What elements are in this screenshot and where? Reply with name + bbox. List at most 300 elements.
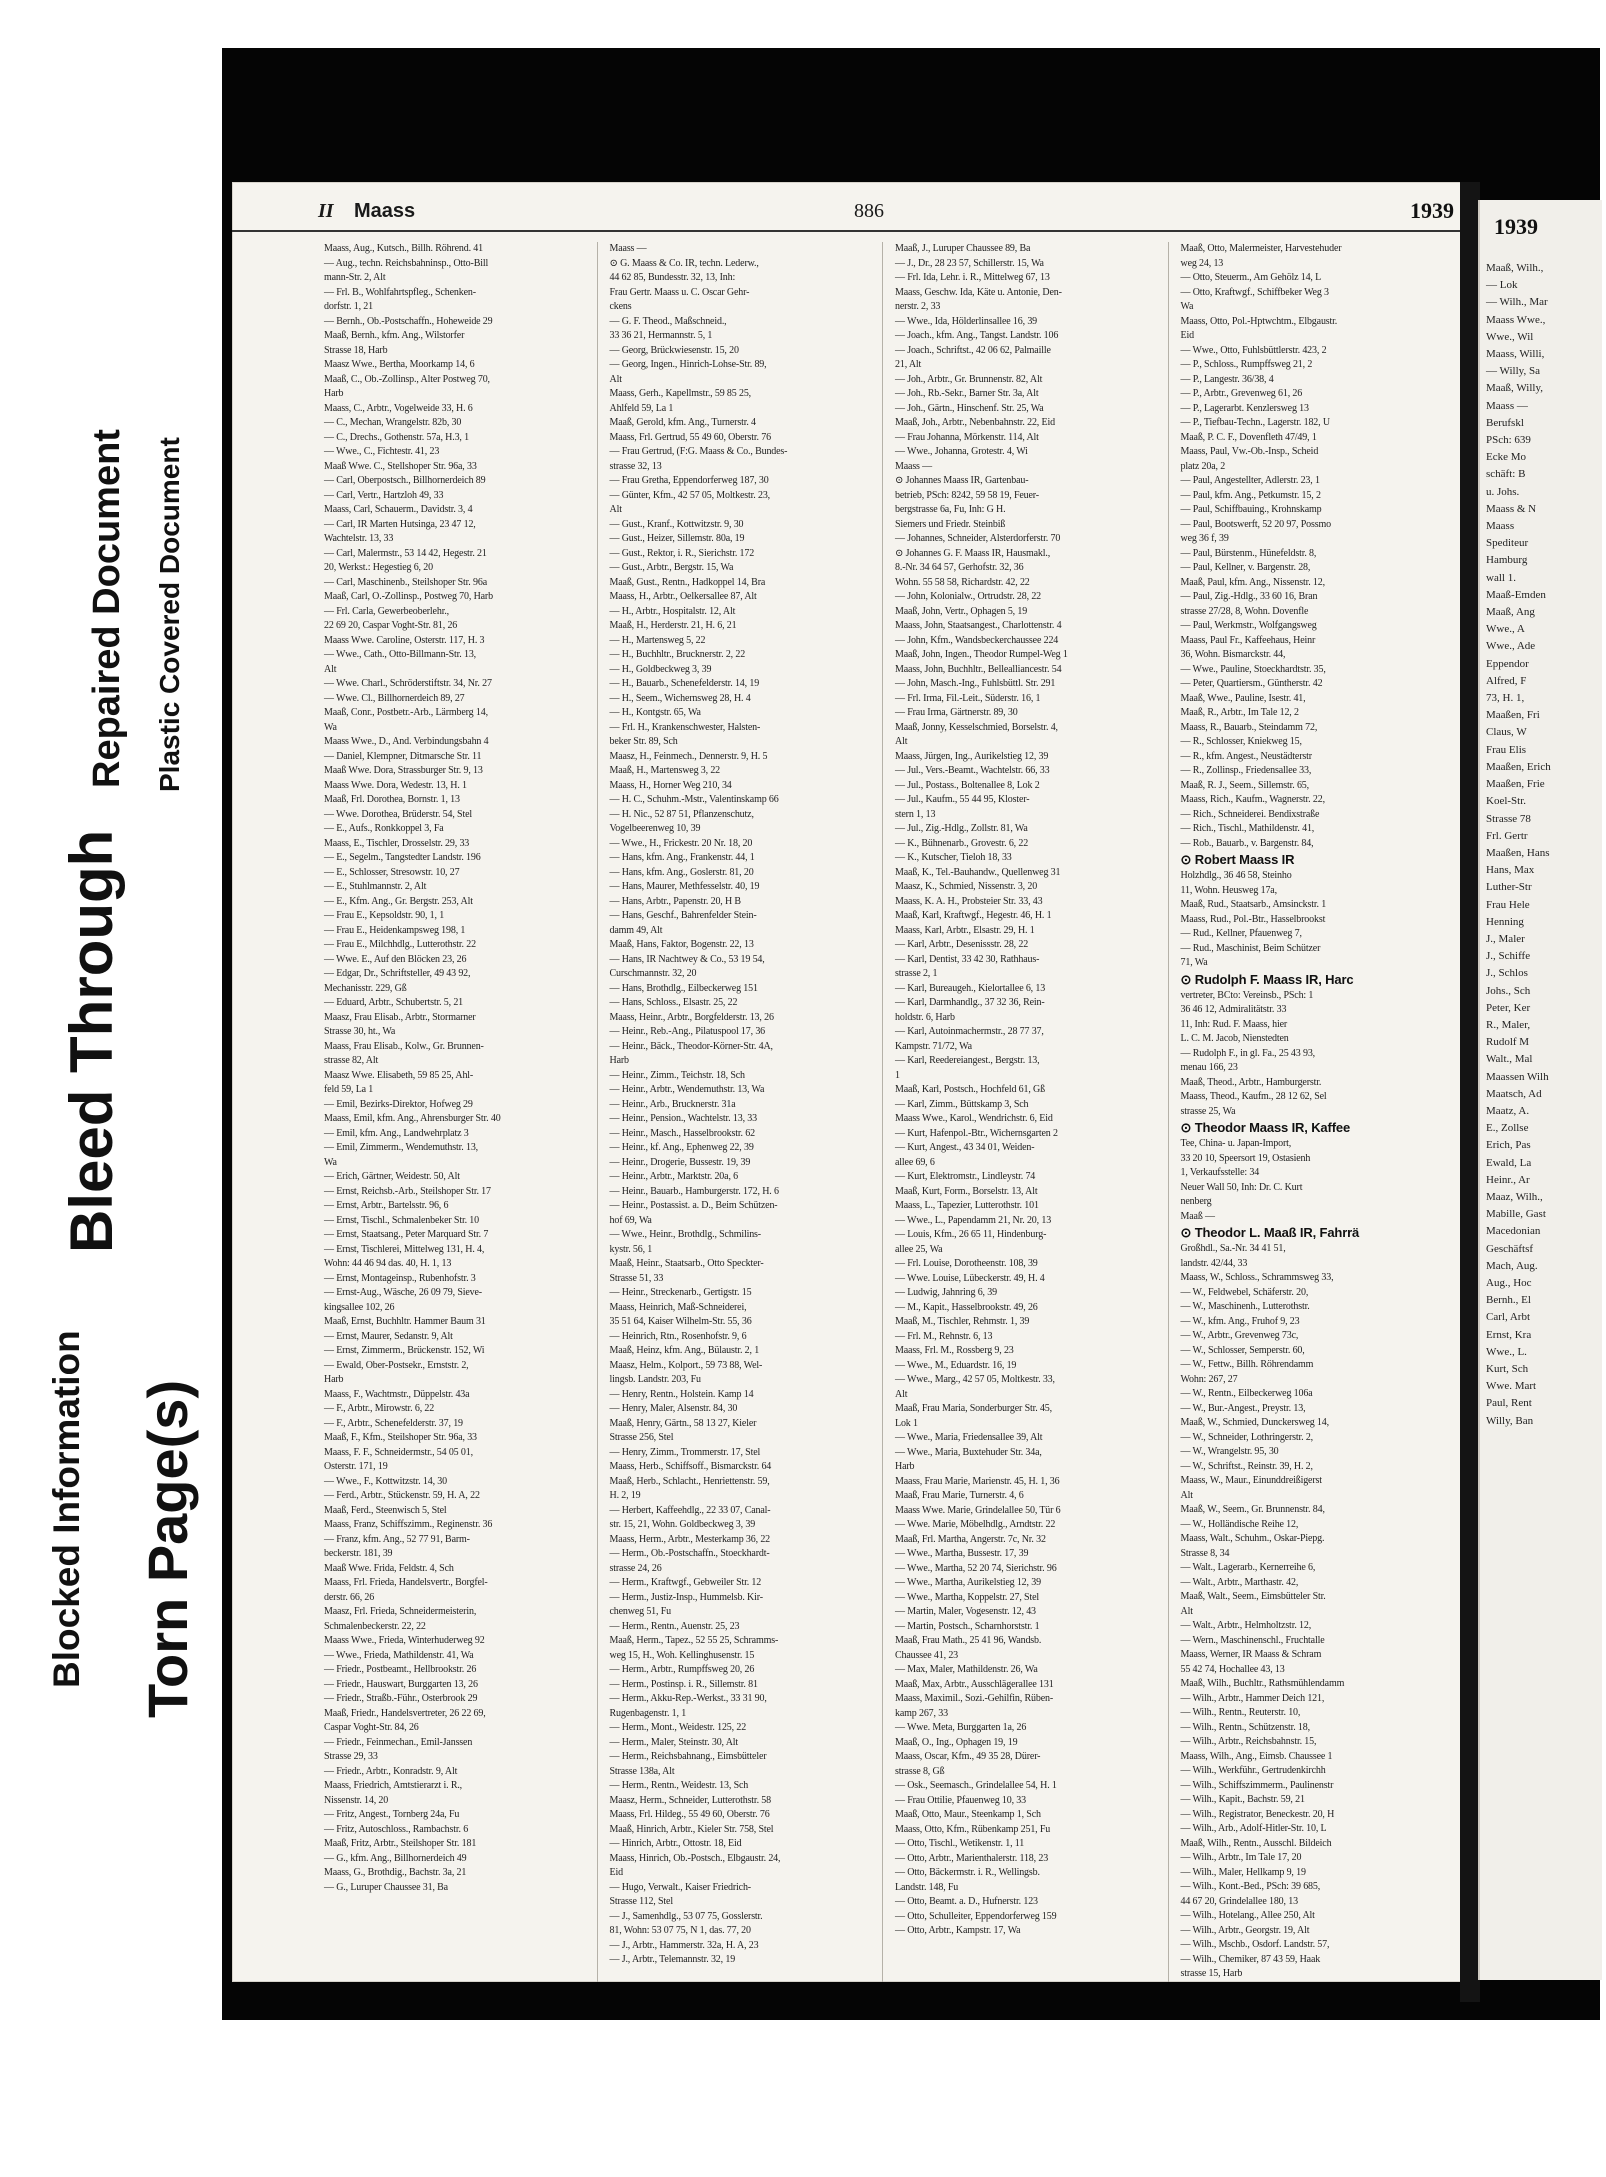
facing-page-entry: — Willy, Sa [1486,365,1540,378]
facing-page-entry: Wwe., L. [1486,1345,1527,1358]
facing-page [1478,200,1602,1980]
label-repaired-document: Repaired Document [86,429,128,788]
directory-entry: — Herm., Akku-Rep.-Werkst., 33 31 90, [609,1693,767,1704]
directory-entry: — Heinr., Masch., Hasselbrookstr. 62 [609,1127,755,1139]
directory-entry: — Wwe. Cl., Billhornerdeich 89, 27 [324,692,465,704]
directory-entry: Maaß, Conr., Postbetr.-Arb., Lärmberg 14, [324,707,488,718]
directory-entry: — Heinr., Reb.-Ang., Pilatuspool 17, 36 [609,1026,766,1037]
facing-page-entry: 73, H. 1, [1486,692,1525,705]
directory-entry: Eid [609,1867,623,1878]
directory-entry: 35 51 64, Kaiser Wilhelm-Str. 55, 36 [609,1316,752,1327]
directory-entry: hof 69, Wa [609,1214,652,1226]
directory-entry: — Karl, Dentist, 33 42 30, Rathhaus- [895,953,1040,965]
directory-entry: Maaß, F., Kfm., Steilshoper Str. 96a, 33 [324,1432,477,1443]
directory-entry: — Friedr., Arbtr., Konradstr. 9, Alt [324,1765,458,1777]
directory-entry: — Fritz, Autoschloss., Rambachstr. 6 [324,1823,469,1835]
directory-entry: — Gust., Arbtr., Bergstr. 15, Wa [609,562,734,573]
directory-entry: Curschmannstr. 32, 20 [609,968,697,979]
directory-entry: — Wwe. Louise, Lübeckerstr. 49, H. 4 [895,1272,1045,1284]
directory-entry: Maass, John, Buchhltr., Bellealliancestr. 54 [895,663,1062,675]
directory-entry: nenberg [1180,1196,1212,1207]
directory-entry: — W., Wrangelstr. 95, 30 [1180,1446,1279,1457]
directory-entry: Maaß, Max, Arbtr., Ausschlägerallee 131 [895,1678,1054,1690]
directory-entry: Maaß, Frau Maria, Sonderburger Str. 45, [895,1403,1052,1414]
directory-entry: Maass, Rud., Pol.-Btr., Hasselbrookst [1180,913,1326,925]
directory-entry: — Johannes, Schneider, Alsterdorferstr. 70 [895,533,1061,544]
directory-entry: Maass Wwe., D., And. Verbindungsbahn 4 [324,736,489,747]
directory-entry: Maass, H., Horner Weg 210, 34 [609,779,732,791]
directory-entry: Strasse 30, ht., Wa [324,1026,396,1037]
directory-entry: 20, Werkst.: Hegestieg 6, 20 [324,562,433,573]
directory-entry: Strasse 256, Stel [609,1432,674,1443]
directory-entry: betrieb, PSch: 8242, 59 58 19, Feuer- [895,489,1039,501]
directory-entry: — Paul, Bootswerft, 52 20 97, Possmo [1180,518,1331,530]
directory-entry: Wa [324,1156,337,1168]
directory-entry: — Joh., Arbtr., Gr. Brunnenstr. 82, Alt [895,373,1043,385]
directory-entry: — Henry, Rentn., Holstein. Kamp 14 [609,1388,754,1400]
directory-entry: weg 15, H., Woh. Kellinghusenstr. 15 [609,1649,755,1661]
directory-entry: H. 2, 19 [609,1490,641,1501]
directory-entry: Maaß, Rud., Staatsarb., Amsinckstr. 1 [1180,899,1327,910]
directory-entry: Wachtelstr. 13, 33 [324,533,394,544]
directory-entry: ⊙ Robert Maass IR [1180,852,1295,867]
directory-entry: Maass, K. A. H., Probsteier Str. 33, 43 [895,895,1043,907]
directory-entry: 8.-Nr. 34 64 57, Gerhofstr. 32, 36 [895,562,1024,573]
directory-entry: Alt [895,736,908,747]
directory-entry: 11, Inh: Rud. F. Maass, hier [1180,1018,1288,1030]
directory-entry: — Wwe., Johanna, Grotestr. 4, Wi [895,446,1028,457]
facing-page-entry: Mach, Aug. [1486,1259,1538,1272]
directory-entry: — Wwe., C., Fichtestr. 41, 23 [324,446,440,457]
directory-entry: — Joh., Gärtn., Hinschenf. Str. 25, Wa [895,402,1044,414]
directory-entry: — Frl. Irma, Fil.-Leit., Süderstr. 16, 1 [895,692,1041,704]
facing-page-entry: Ewald, La [1486,1156,1532,1169]
directory-entry: Maass, Maximil., Sozi.-Gehilfin, Rüben- [895,1693,1054,1704]
directory-entry: 36 46 12, Admiralitätstr. 33 [1180,1004,1287,1015]
directory-entry: strasse 32, 13 [609,460,662,472]
directory-entry: Landstr. 148, Fu [895,1881,959,1893]
column-2 [610,242,884,1982]
directory-entry: Maaß, Gust., Rentn., Hadkoppel 14, Bra [609,576,766,588]
directory-entry: — W., Feldwebel, Schäferstr. 20, [1180,1286,1309,1298]
directory-entry: — Frau Gretha, Eppendorferweg 187, 30 [609,475,769,486]
directory-entry: — Frl. Louise, Dorotheenstr. 108, 39 [895,1258,1038,1269]
directory-entry: Maaß, Frau Marie, Turnerstr. 4, 6 [895,1490,1024,1501]
directory-entry: — Edgar, Dr., Schriftsteller, 49 43 92, [324,968,471,979]
facing-page-entry: Hamburg [1486,554,1528,567]
directory-entry: — Kurt, Angest., 43 34 01, Weiden- [895,1142,1035,1153]
directory-entry: — Wwe., Martha, Bussestr. 17, 39 [895,1548,1029,1559]
directory-entry: — G., Luruper Chaussee 31, Ba [324,1881,448,1893]
directory-entry: Maass Wwe. Dora, Wedestr. 13, H. 1 [324,779,467,791]
directory-entry: Maaß, Carl, O.-Zollinsp., Postweg 70, Harb [324,591,493,602]
facing-page-entry: Maassen Wilh [1486,1070,1549,1083]
directory-entry: — Wilh., Arb., Adolf-Hitler-Str. 10, L [1180,1823,1327,1834]
directory-entry: Maass, Hinrich, Ob.-Postsch., Elbgaustr. 24, [609,1852,781,1864]
directory-entry: 1, Verkaufsstelle: 34 [1180,1167,1260,1178]
directory-entry: Maaß, R. J., Seem., Sillemstr. 65, [1180,779,1310,791]
facing-page-entry: Maaßen, Erich [1486,760,1551,773]
directory-entry: — K., Bühnenarb., Grovestr. 6, 22 [895,837,1029,849]
directory-entry: — Rudolph F., in gl. Fa., 25 43 93, [1180,1047,1316,1059]
directory-entry: beker Str. 89, Sch [609,736,678,747]
directory-entry: Holzhdlg., 36 46 58, Steinho [1180,870,1292,881]
directory-entry: — Paul, kfm. Ang., Petkumstr. 15, 2 [1180,489,1321,501]
directory-entry: — Eduard, Arbtr., Schubertstr. 5, 21 [324,997,464,1008]
facing-page-entry: PSch: 639 [1486,434,1531,447]
directory-entry: — Georg, Ingen., Hinrich-Lohse-Str. 89, [609,359,767,370]
directory-entry: — Wwe., L., Papendamm 21, Nr. 20, 13 [895,1214,1052,1226]
directory-entry: Maass, Herb., Schiffsoff., Bismarckstr. 64 [609,1461,772,1472]
directory-entry: Mechanisstr. 229, Gß [324,982,407,994]
directory-entry: — Joach., kfm. Ang., Tangst. Landstr. 106 [895,330,1059,341]
directory-entry: Maass, Franz, Schiffszimm., Reginenstr. 36 [324,1519,493,1530]
directory-entry: — W., Schriftst., Reinstr. 39, H. 2, [1180,1460,1313,1472]
directory-entry: Maass, Theod., Kaufm., 28 12 62, Sel [1180,1091,1327,1102]
directory-entry: — Otto, Bäckermstr. i. R., Wellingsb. [895,1867,1040,1878]
directory-entry: — Fritz, Angest., Tornberg 24a, Fu [324,1809,460,1820]
directory-entry: — Carl, Oberpostsch., Billhornerdeich 89 [324,475,486,486]
directory-entry: strasse 24, 26 [609,1562,662,1574]
facing-page-entry: Maaß-Emden [1486,588,1546,601]
facing-page-entry: Koel-Str. [1486,795,1527,808]
directory-entry: — Heinr., Postassist. a. D., Beim Schützen- [609,1200,778,1211]
directory-entry: Strasse 138a, Alt [609,1765,675,1777]
directory-entry: strasse 2, 1 [895,968,938,979]
directory-entry: — J., Samenhdlg., 53 07 75, Gosslerstr. [609,1910,763,1922]
directory-entry: 44 62 85, Bundesstr. 32, 13, Inh: [609,272,736,283]
directory-entry: — H., Buchhltr., Brucknerstr. 2, 22 [609,649,746,660]
directory-entry: — Wwe., Pauline, Stoeckhardtstr. 35, [1180,663,1326,675]
directory-entry: Maaß Wwe. Frida, Feldstr. 4, Sch [324,1562,454,1574]
directory-entry: Alt [895,1388,908,1400]
header-page-number: 886 [854,200,884,222]
directory-entry: Maaß, W., Schmied, Dunckersweg 14, [1180,1417,1329,1428]
directory-entry: 44 67 20, Grindelallee 180, 13 [1180,1895,1298,1907]
directory-entry: — John, Kolonialw., Ortrudstr. 28, 22 [895,591,1042,602]
directory-entry: — H. Nic., 52 87 51, Pflanzenschutz, [609,808,754,820]
facing-page-entry: Ecke Mo [1486,451,1527,464]
directory-entry: Maass, G., Brothdig., Bachstr. 3a, 21 [324,1867,467,1878]
directory-entry: Maaß, H., Martensweg 3, 22 [609,765,721,776]
directory-entry: — Wilh., Registrator, Beneckestr. 20, H [1180,1808,1335,1820]
directory-entry: — Walt., Lagerarb., Kernerreihe 6, [1180,1562,1316,1573]
directory-entry: — Frau E., Heidenkampsweg 198, 1 [324,924,466,936]
directory-entry: — Paul, Angestellter, Adlerstr. 23, 1 [1180,475,1320,486]
directory-entry: Maass Wwe. Marie, Grindelallee 50, Tür 6 [895,1504,1061,1516]
directory-entry: Caspar Voght-Str. 84, 26 [324,1722,419,1733]
directory-entry: Maass, Heinr., Arbtr., Borgfelderstr. 13, 26 [609,1011,774,1023]
directory-entry: mann-Str. 2, Alt [324,272,386,283]
directory-entry: — Wwe., Maria, Friedensallee 39, Alt [895,1432,1043,1443]
directory-entry: Maaß, C., Ob.-Zollinsp., Alter Postweg 70, [324,373,490,385]
directory-entry: — Wwe., Martha, Aurikelstieg 12, 39 [895,1577,1041,1588]
directory-entry: Maaß, P. C. F., Dovenfleth 47/49, 1 [1180,431,1317,443]
directory-entry: stern 1, 13 [895,808,936,820]
directory-entry: Maaß, Otto, Malermeister, Harvestehuder [1180,243,1342,254]
directory-entry: — W., Arbtr., Grevenweg 73c, [1180,1330,1299,1341]
directory-entry: — Martin, Postsch., Scharnhorststr. 1 [895,1620,1040,1632]
directory-entry: — J., Arbtr., Hammerstr. 32a, H. A, 23 [609,1939,759,1951]
directory-entry: — Hans, Brothdlg., Eilbeckerweg 151 [609,982,758,994]
directory-entry: — Carl, Vertr., Hartzloh 49, 33 [324,489,444,501]
directory-entry: — Rob., Bauarb., v. Bargenstr. 84, [1180,837,1314,849]
directory-entry: — Herm., Rentn., Auenstr. 25, 23 [609,1620,740,1632]
directory-page [232,182,1468,1982]
facing-page-entry: Maass Wwe., [1486,313,1546,326]
directory-entry: — Heinr., Pension., Wachtelstr. 13, 33 [609,1113,757,1124]
column-4 [1181,242,1455,1982]
facing-page-entry: Geschäftsf [1486,1242,1534,1255]
directory-entry: Maass, Paul Fr., Kaffeehaus, Heinr [1180,634,1316,646]
directory-entry: — Wwe., M., Eduardstr. 16, 19 [895,1359,1017,1371]
directory-entry: — Kurt, Elektromstr., Lindleystr. 74 [895,1171,1036,1182]
directory-entry: — Karl, Zimm., Büttskamp 3, Sch [895,1098,1029,1110]
directory-entry: — Otto, Steuerm., Am Gehölz 14, L [1180,272,1322,283]
directory-entry: — J., Dr., 28 23 57, Schillerstr. 15, Wa [895,257,1044,269]
directory-entry: — W., Schlosser, Semperstr. 60, [1180,1344,1305,1356]
directory-entry: Frau Gertr. Maass u. C. Oscar Gehr- [609,286,750,298]
directory-entry: Nissenstr. 14, 20 [324,1794,389,1806]
directory-entry: — Herm., Reichsbahnang., Eimsbütteler [609,1751,767,1762]
directory-entry: — P., Tiefbau-Techn., Lagerstr. 182, U [1180,417,1330,428]
directory-entry: Maaß, Gerold, kfm. Ang., Turnerstr. 4 [609,417,756,428]
directory-entry: Siemers und Friedr. Steinbiß [895,518,1006,530]
directory-entry: — Otto, Kraftwgf., Schiffbeker Weg 3 [1180,286,1329,298]
directory-entry: 11, Wohn. Heusweg 17a, [1180,884,1277,896]
facing-page-entry: Ernst, Kra [1486,1328,1532,1341]
directory-entry: — Wilh., Arbtr., Hammer Deich 121, [1180,1692,1325,1704]
directory-entry: — C., Mechan, Wrangelstr. 82b, 30 [324,417,462,428]
directory-entry: — Karl, Arbtr., Desenissstr. 28, 22 [895,939,1029,950]
directory-entry: — Joh., Rb.-Sekr., Barner Str. 3a, Alt [895,388,1039,399]
facing-page-entry: Rudolf M [1486,1036,1530,1049]
directory-entry: derstr. 66, 26 [324,1591,375,1603]
directory-entry: — W., Fettw., Billh. Röhrendamm [1180,1359,1314,1370]
directory-entry: — Wwe., Martha, 52 20 74, Sierichstr. 96 [895,1562,1057,1574]
directory-entry: — Wwe., H., Frickestr. 20 Nr. 18, 20 [609,837,753,849]
directory-entry: — Ernst, Tischl., Schmalenbeker Str. 10 [324,1214,479,1226]
facing-page-entry: schäft: B [1486,468,1526,481]
header-surname: Maass [354,200,416,222]
directory-entry: — Osk., Seemasch., Grindelallee 54, H. 1 [895,1780,1057,1791]
directory-entry: Maaß, Bernh., kfm. Ang., Wilstorfer [324,330,465,341]
facing-page-entry: Strasse 78 [1486,812,1531,825]
directory-entry: — Herm., Kraftwgf., Gebweiler Str. 12 [609,1577,762,1588]
directory-entry: — Emil, Bezirks-Direktor, Hofweg 29 [324,1098,473,1110]
directory-entry: weg 24, 13 [1180,257,1224,269]
directory-entry: — E., Kfm. Ang., Gr. Bergstr. 253, Alt [324,895,473,907]
directory-entry: Strasse 8, 34 [1180,1547,1230,1559]
directory-entry: — E., Segelm., Tangstedter Landstr. 196 [324,852,481,863]
directory-entry: — H., Seem., Wichernsweg 28, H. 4 [609,692,751,704]
directory-entry: Maass, L., Tapezier, Lutterothstr. 101 [895,1200,1039,1211]
facing-page-entry: Maatz, A. [1486,1104,1530,1117]
directory-entry: — Emil, Zimmerm., Wendemuthstr. 13, [324,1142,479,1153]
directory-entry: — Ernst, Reichsb.-Arb., Steilshoper Str. 17 [324,1185,491,1197]
facing-page-entry: Maatsch, Ad [1486,1087,1542,1100]
directory-entry: Maaß, Heinz, kfm. Ang., Bülaustr. 2, 1 [609,1345,760,1356]
directory-entry: menau 166, 23 [1180,1062,1238,1073]
directory-entry: Maasz, Herm., Schneider, Lutterothstr. 58 [609,1794,771,1806]
directory-entry: Maass, Rich., Kaufm., Wagnerstr. 22, [1180,794,1325,805]
directory-entry: — Wwe. Meta, Burggarten 1a, 26 [895,1722,1027,1733]
directory-entry: Maass, Otto, Pol.-Hptwchtm., Elbgaustr. [1180,315,1338,327]
directory-entry: — K., Kutscher, Tieloh 18, 33 [895,852,1012,863]
directory-entry: — Heinrich, Rtn., Rosenhofstr. 9, 6 [609,1330,747,1342]
directory-entry: — Herm., Rentn., Weidestr. 13, Sch [609,1780,749,1791]
directory-entry: ⊙ Rudolph F. Maass IR, Harc [1180,971,1354,987]
directory-entry: Maass Wwe., Karol., Wendrichstr. 6, Eid [895,1113,1053,1124]
directory-entry: — Ernst, Maurer, Sedanstr. 9, Alt [324,1330,453,1342]
facing-page-year: 1939 [1494,214,1538,239]
directory-entry: — Hans, IR Nachtwey & Co., 53 19 54, [609,953,765,965]
label-bleed-through: Bleed Through [58,829,125,1253]
directory-entry: — Heinr., Bauarb., Hamburgerstr. 172, H. 6 [609,1185,779,1197]
directory-entry: Maaß, R., Arbtr., Im Tale 12, 2 [1180,707,1299,718]
directory-entry: — Herm., Maler, Steinstr. 30, Alt [609,1736,739,1748]
directory-entry: 33 36 21, Hermannstr. 5, 1 [609,330,713,341]
directory-entry: — Herm., Ob.-Postschaffn., Stoeckhardt- [609,1548,770,1559]
directory-entry: Maasz, Helm., Kolport., 59 73 88, Wel- [609,1359,763,1371]
directory-entry: — Carl, IR Marten Hutsinga, 23 47 12, [324,518,476,530]
directory-entry: — Hans, Maurer, Methfesselstr. 40, 19 [609,881,760,892]
directory-entry: Maass — [609,243,647,254]
directory-entry: Vogelbeerenweg 10, 39 [609,823,701,834]
directory-entry: Maasz, K., Schmied, Nissenstr. 3, 20 [895,881,1038,892]
facing-page-entry: R., Maler, [1486,1018,1531,1031]
directory-entry: 33 20 10, Speersort 19, Ostasienh [1180,1152,1311,1164]
directory-entry: ⊙ G. Maass & Co. IR, techn. Lederw., [609,257,759,269]
directory-entry: — Gust., Rektor, i. R., Sierichstr. 172 [609,547,755,559]
directory-entry: — J., Arbtr., Telemannstr. 32, 19 [609,1954,736,1965]
directory-entry: — Gust., Heizer, Sillemstr. 80a, 19 [609,533,745,544]
directory-entry: — Karl, Bureaugeh., Kielortallee 6, 13 [895,982,1046,994]
directory-entry: Wohn. 55 58 58, Richardstr. 42, 22 [895,576,1030,588]
facing-page-entry: J., Schlos [1486,967,1528,980]
directory-entry: — Hans, Schloss., Elsastr. 25, 22 [609,997,738,1008]
facing-page-entry: Berufskl [1486,416,1524,429]
directory-entry: — John, Masch.-Ing., Fuhlsbüttl. Str. 291 [895,678,1056,689]
directory-entry: platz 20a, 2 [1180,460,1226,472]
directory-entry: — Franz, kfm. Ang., 52 77 91, Barm- [324,1533,470,1545]
directory-entry: — W., Schneider, Lothringerstr. 2, [1180,1431,1314,1443]
directory-entry: Ahlfeld 59, La 1 [609,402,674,414]
directory-entry: — Carl, Maschinenb., Steilshoper Str. 96a [324,576,487,588]
directory-entry: Lok 1 [895,1417,918,1429]
directory-entry: — Wilh., Mschb., Osdorf. Landstr. 57, [1180,1939,1330,1950]
directory-entry: feld 59, La 1 [324,1084,374,1095]
directory-entry: Maaß, Friedr., Handelsvertreter, 26 22 69, [324,1707,486,1719]
directory-entry: Wa [1180,301,1194,312]
directory-entry: vertreter, BCto: Vereinsb., PSch: 1 [1180,989,1314,1001]
directory-entry: Maass, H., Arbtr., Oelkersallee 87, Alt [609,591,757,602]
directory-entry: — P., Arbtr., Grevenweg 61, 26 [1180,388,1303,399]
facing-page-entry: Wwe., A [1486,623,1525,636]
directory-entry: chenweg 51, Fu [609,1606,671,1617]
directory-entry: Maaß, K., Tel.-Bauhandw., Quellenweg 31 [895,866,1061,878]
directory-entry: — Ernst, Montageinsp., Rubenhofstr. 3 [324,1272,476,1284]
directory-entry: Alt [609,373,622,385]
directory-entry: — Ewald, Ober-Postsekr., Ernststr. 2, [324,1359,469,1371]
directory-entry: Kampstr. 71/72, Wa [895,1040,972,1052]
directory-entry: Maaß, Frau Math., 25 41 96, Wandsb. [895,1635,1042,1646]
directory-entry: — Frl. M., Rehnstr. 6, 13 [895,1330,993,1342]
directory-entry: ⊙ Johannes Maass IR, Gartenbau- [895,475,1029,486]
directory-entry: Tee, China- u. Japan-Import, [1180,1138,1292,1149]
directory-entry: allee 69, 6 [895,1156,935,1168]
directory-entry: Maasz, Frl. Frieda, Schneidermeisterin, [324,1606,477,1617]
directory-entry: Alt [1180,1489,1193,1501]
facing-page-entry: wall 1. [1486,571,1516,584]
directory-entry: Maass, Emil, kfm. Ang., Ahrensburger Str. 40 [324,1113,501,1124]
directory-entry: Maaß, Jonny, Kesselschmied, Borselstr. 4, [895,721,1058,733]
directory-entry: Maass Wwe., Frieda, Winterhuderweg 92 [324,1635,485,1646]
directory-entry: — Heinr., Arbtr., Wendemuthstr. 13, Wa [609,1084,765,1095]
directory-entry: — Wwe., F., Kottwitzstr. 14, 30 [324,1475,447,1487]
directory-entry: Maass, Frl. Hildeg., 55 49 60, Oberstr. 76 [609,1809,770,1820]
facing-page-entry: E., Zollse [1486,1122,1529,1135]
directory-entry: Maass, Friedrich, Amtstierarzt i. R., [324,1780,463,1791]
facing-page-entry: Willy, Ban [1486,1414,1534,1427]
directory-entry: — Frau E., Kepsoldstr. 90, 1, 1 [324,910,445,921]
directory-entry: Maass, Walt., Schuhm., Oskar-Piepg. [1180,1533,1325,1544]
directory-entry: strasse 15, Harb [1180,1968,1243,1979]
directory-entry: — R., Zollinsp., Friedensallee 33, [1180,765,1312,776]
directory-entry: — F., Arbtr., Schenefelderstr. 37, 19 [324,1417,463,1429]
directory-entry: Maass, Geschw. Ida, Käte u. Antonie, Den- [895,286,1062,298]
directory-entry: Maass, C., Arbtr., Vogelweide 33, H. 6 [324,402,473,414]
directory-entry: Harb [895,1461,915,1472]
directory-entry: — Wilh., Schiffszimmerm., Paulinenstr [1180,1779,1334,1791]
facing-page-entry: Erich, Pas [1486,1139,1531,1152]
directory-entry: — Wilh., Rentn., Reuterstr. 10, [1180,1707,1301,1718]
directory-entry: Osterstr. 171, 19 [324,1461,388,1472]
directory-entry: Schmalenbeckerstr. 22, 22 [324,1620,426,1632]
directory-entry: — Karl, Reedereiangest., Bergstr. 13, [895,1055,1040,1066]
directory-entry: — Hans, kfm. Ang., Goslerstr. 81, 20 [609,866,754,878]
directory-entry: — Heinr., Arbtr., Marktstr. 20a, 6 [609,1171,738,1182]
directory-entry: — P., Lagerarbt. Kenzlersweg 13 [1180,402,1309,414]
page-header [232,182,1468,232]
directory-entry: — H., Goldbeckweg 3, 39 [609,663,712,675]
directory-entry: — Wwe., Martha, Koppelstr. 27, Stel [895,1591,1039,1603]
directory-entry: — G. F. Theod., Maßschneid., [609,315,727,327]
directory-entry: — F., Arbtr., Mirowstr. 6, 22 [324,1403,435,1414]
facing-page-entry: Frau Elis [1486,743,1527,756]
facing-page-entry: Paul, Rent [1486,1397,1532,1410]
directory-entry: — Friedr., Feinmechan., Emil-Janssen [324,1736,473,1748]
directory-entry: — Bernh., Ob.-Postschaffn., Hoheweide 29 [324,315,493,327]
directory-entry: — Ernst, Tischlerei, Mittelweg 131, H. 4, [324,1243,485,1255]
directory-entry: — Frl. H., Krankenschwester, Halsten- [609,721,761,733]
facing-page-entry: Bernh., El [1486,1294,1531,1307]
directory-entry: Maaß, Theod., Arbtr., Hamburgerstr. [1180,1076,1322,1088]
directory-entry: 36, Wohn. Bismarckstr. 44, [1180,649,1286,660]
directory-entry: Maass, R., Bauarb., Steindamm 72, [1180,721,1318,733]
directory-entry: Strasse 18, Harb [324,344,388,356]
directory-entry: — H., Bauarb., Schenefelderstr. 14, 19 [609,678,760,689]
directory-entry: 1 [895,1069,900,1081]
directory-entry: str. 15, 21, Wohn. Goldbeckweg 3, 39 [609,1519,756,1530]
facing-page-entry: Maaßen, Fri [1486,709,1540,722]
directory-entry: — Wwe. Dorothea, Brüderstr. 54, Stel [324,808,472,820]
directory-entry: — Herbert, Kaffeehdlg., 22 33 07, Canal- [609,1504,771,1516]
page-gutter [1460,182,1480,2002]
directory-entry: — Wilh., Kont.-Bed., PSch: 39 685, [1180,1881,1321,1892]
directory-entry: Maass, Oscar, Kfm., 49 35 28, Dürer- [895,1751,1041,1762]
directory-entry: — Carl, Malermstr., 53 14 42, Hegestr. 21 [324,547,487,559]
